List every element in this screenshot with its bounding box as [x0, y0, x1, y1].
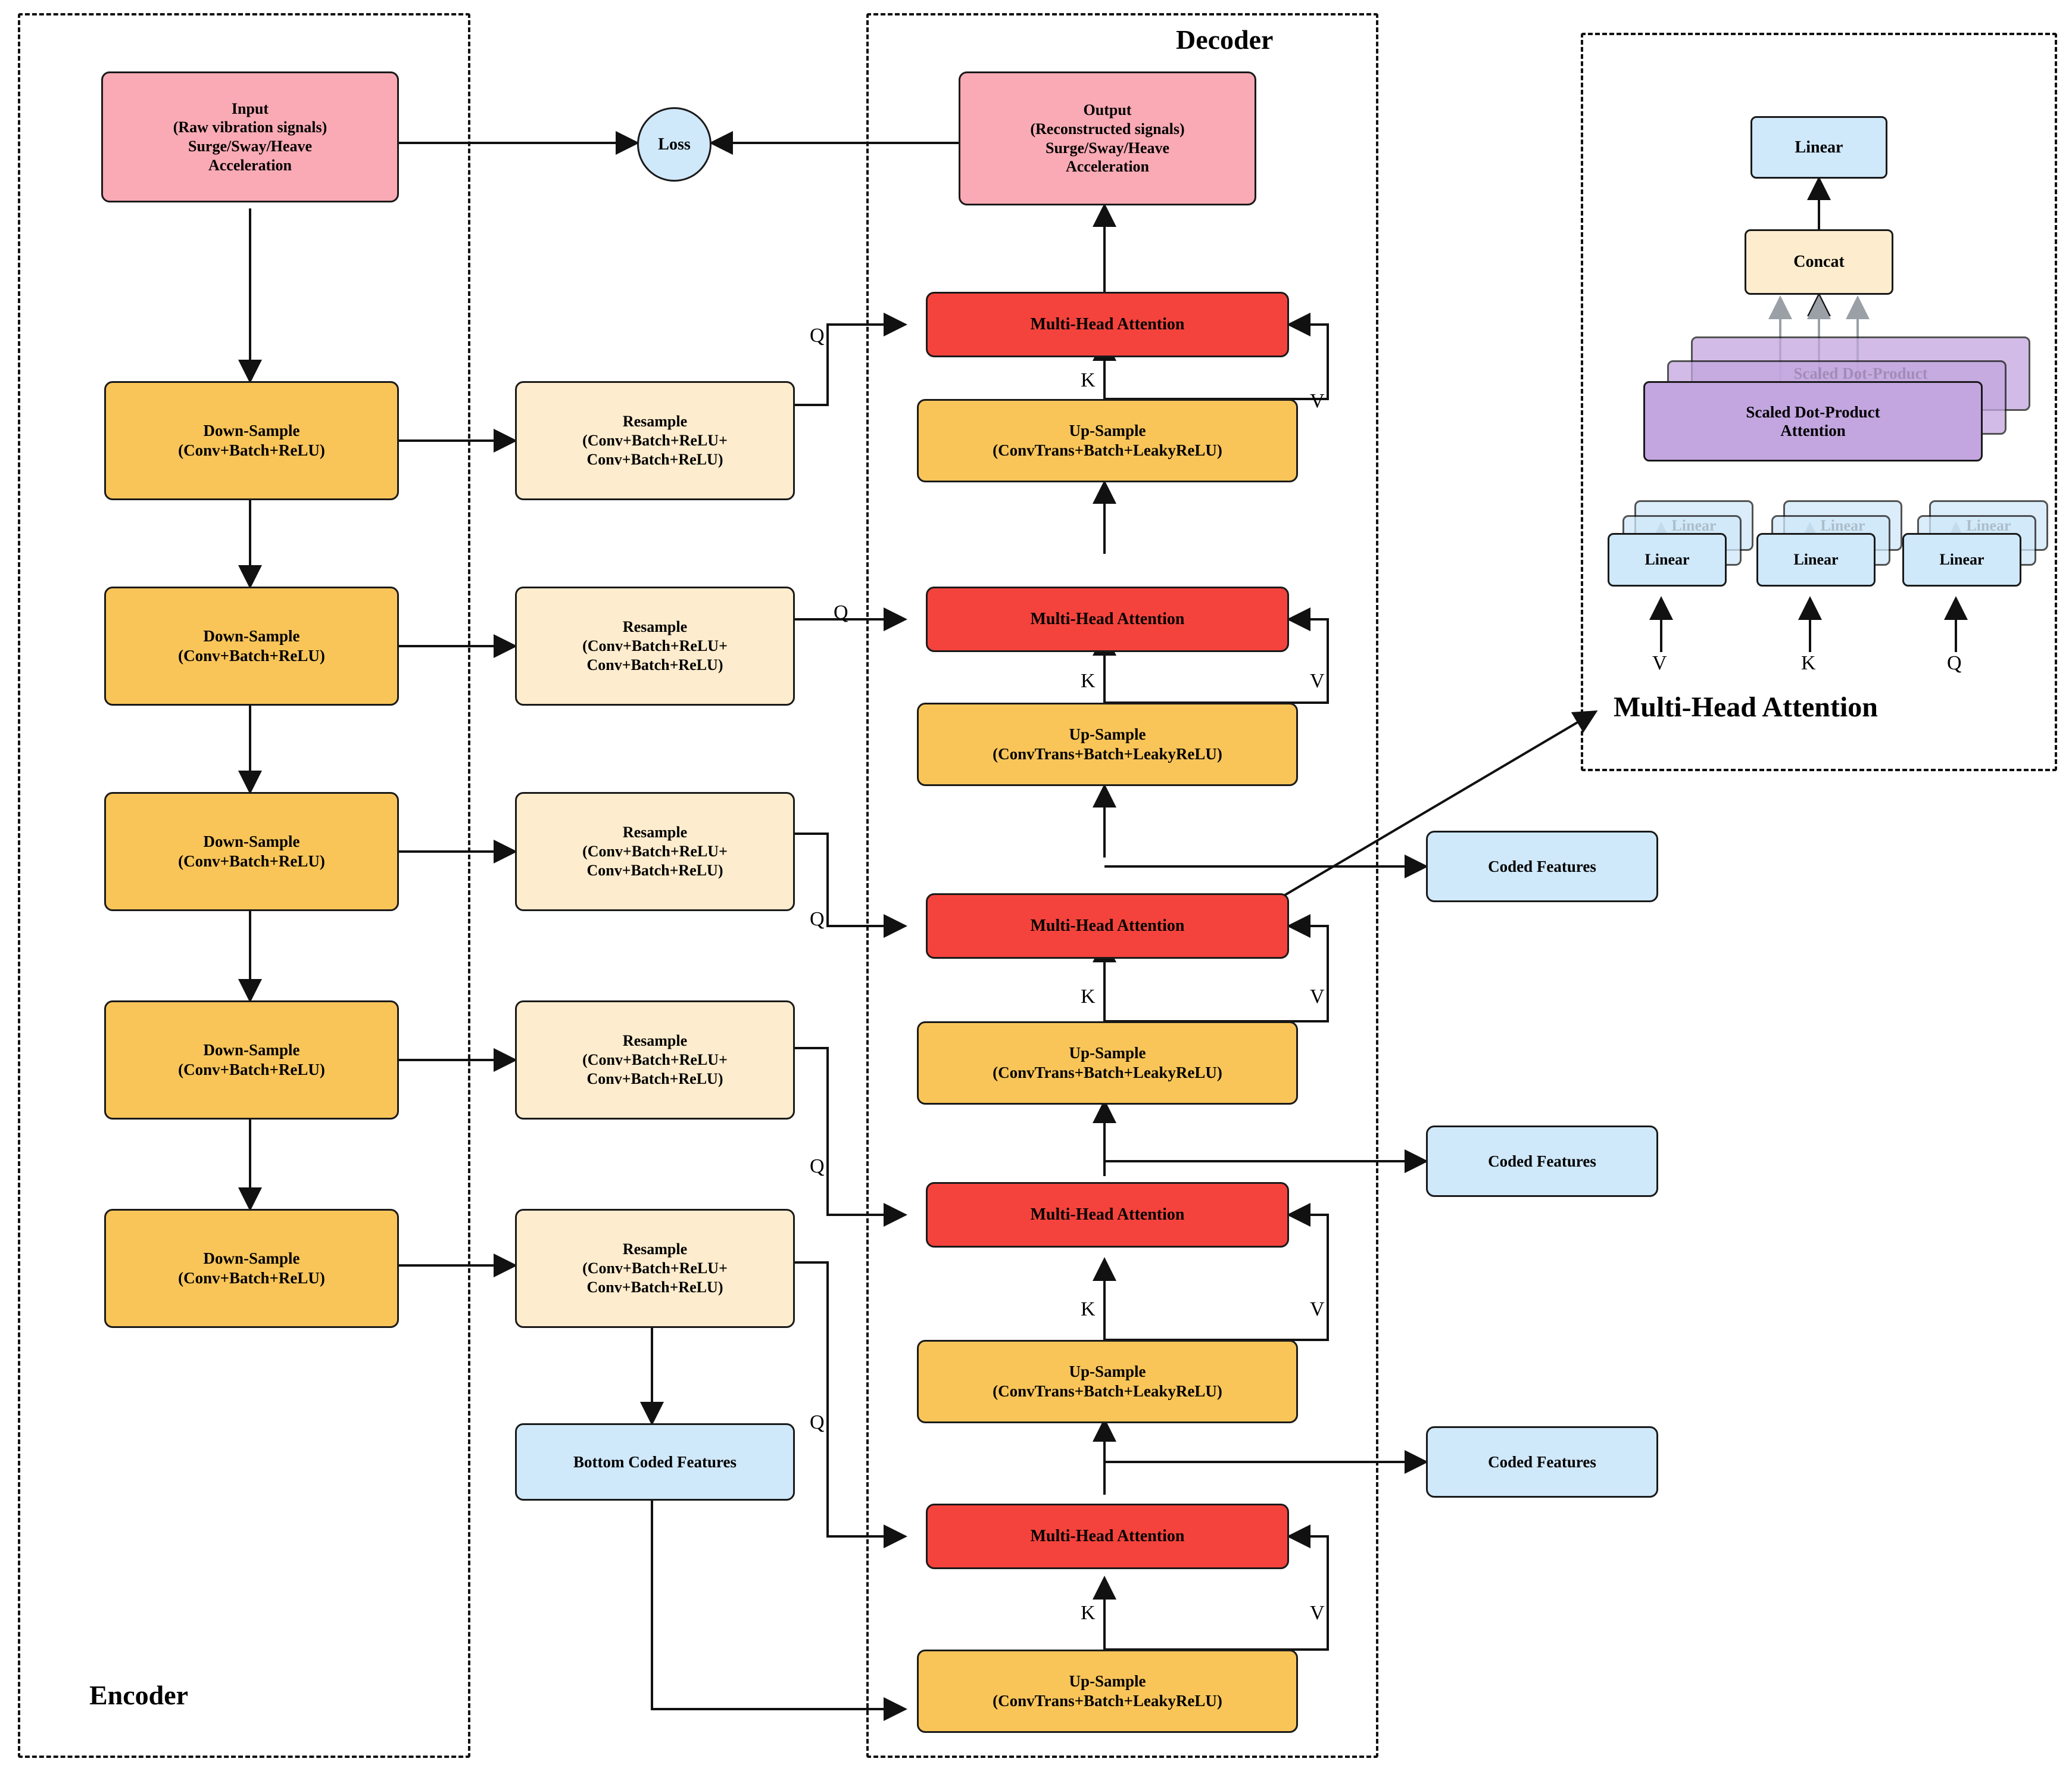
decoder-output-line2: (Reconstructed signals): [1030, 120, 1185, 138]
up-sample-1: [917, 399, 1298, 482]
bottom-coded-features-label: Bottom Coded Features: [573, 1452, 737, 1471]
resample-1-line2: (Conv+Batch+ReLU+: [582, 432, 728, 450]
resample-5-line3: Conv+Batch+ReLU): [586, 1278, 723, 1296]
mha-input-q-label: Q: [1947, 652, 1962, 674]
v-label-5: V: [1310, 1602, 1325, 1624]
up-sample-3-line2: (ConvTrans+Batch+LeakyReLU): [993, 1064, 1222, 1081]
resample-4-line3: Conv+Batch+ReLU): [586, 1070, 723, 1087]
multi-head-attention-1-label: Multi-Head Attention: [1030, 314, 1185, 333]
mha-linear-k: [1756, 533, 1876, 587]
q-label-5: Q: [810, 1411, 825, 1433]
resample-3-line1: Resample: [622, 824, 688, 841]
multi-head-attention-4-label: Multi-Head Attention: [1030, 1205, 1185, 1224]
mha-linear-v-label: Linear: [1645, 551, 1690, 568]
mha-linear-top-label: Linear: [1795, 138, 1843, 157]
multi-head-attention-5-label: Multi-Head Attention: [1030, 1526, 1185, 1545]
up-sample-5-line1: Up-Sample: [1069, 1672, 1146, 1691]
up-sample-4-line1: Up-Sample: [1069, 1363, 1146, 1381]
multi-head-attention-2: [926, 587, 1289, 652]
up-sample-2: [917, 703, 1298, 786]
resample-1: [515, 381, 795, 500]
encoder-input-line3: Surge/Sway/Heave: [188, 138, 312, 155]
loss-node: [637, 107, 712, 182]
down-sample-2-line1: Down-Sample: [203, 627, 300, 646]
encoder-input-line1: Input: [231, 99, 269, 117]
q-label-2: Q: [834, 601, 848, 623]
mha-sdpa-line2: Attention: [1780, 421, 1846, 439]
multi-head-attention-4: [926, 1182, 1289, 1248]
q-label-4: Q: [810, 1155, 825, 1177]
decoder-panel: [866, 13, 1378, 1758]
down-sample-1-line2: (Conv+Batch+ReLU): [178, 441, 325, 459]
mha-concat: [1745, 229, 1893, 295]
decoder-label: Decoder: [1176, 24, 1274, 55]
down-sample-5-line1: Down-Sample: [203, 1249, 300, 1268]
down-sample-3-line1: Down-Sample: [203, 833, 300, 851]
multi-head-attention-2-label: Multi-Head Attention: [1030, 609, 1185, 628]
coded-features-3: [1426, 1426, 1658, 1498]
mha-sdpa-line1: Scaled Dot-Product: [1746, 403, 1880, 421]
mha-input-v-label: V: [1652, 652, 1667, 674]
coded-features-2-label: Coded Features: [1488, 1152, 1596, 1170]
encoder-label: Encoder: [89, 1680, 189, 1710]
loss-label: Loss: [658, 135, 691, 154]
down-sample-4-line1: Down-Sample: [203, 1041, 300, 1059]
down-sample-2: [104, 587, 399, 706]
up-sample-4-line2: (ConvTrans+Batch+LeakyReLU): [993, 1382, 1222, 1400]
resample-1-line1: Resample: [622, 413, 688, 431]
encoder-input-line4: Acceleration: [208, 156, 292, 174]
resample-2-line2: (Conv+Batch+ReLU+: [582, 637, 728, 655]
resample-3-line3: Conv+Batch+ReLU): [586, 861, 723, 879]
multi-head-attention-5: [926, 1504, 1289, 1569]
down-sample-5-line2: (Conv+Batch+ReLU): [178, 1269, 325, 1287]
resample-2-line1: Resample: [622, 618, 688, 636]
down-sample-1: [104, 381, 399, 500]
up-sample-1-line2: (ConvTrans+Batch+LeakyReLU): [993, 441, 1222, 459]
mha-linear-q-label: Linear: [1939, 551, 1984, 568]
down-sample-5: [104, 1209, 399, 1328]
up-sample-5: [917, 1650, 1298, 1733]
k-label-1: K: [1081, 369, 1096, 391]
down-sample-3: [104, 792, 399, 911]
up-sample-1-line1: Up-Sample: [1069, 422, 1146, 440]
coded-features-3-label: Coded Features: [1488, 1452, 1596, 1471]
decoder-output-block: [959, 71, 1256, 205]
up-sample-2-line2: (ConvTrans+Batch+LeakyReLU): [993, 745, 1222, 763]
decoder-output-line4: Acceleration: [1065, 158, 1150, 176]
mha-detail-title: Multi-Head Attention: [1614, 691, 1878, 723]
down-sample-1-line1: Down-Sample: [203, 422, 300, 440]
coded-features-1-label: Coded Features: [1488, 857, 1596, 875]
down-sample-4-line2: (Conv+Batch+ReLU): [178, 1061, 325, 1078]
resample-2-line3: Conv+Batch+ReLU): [586, 656, 723, 674]
up-sample-5-line2: (ConvTrans+Batch+LeakyReLU): [993, 1692, 1222, 1710]
resample-3: [515, 792, 795, 911]
mha-linear-q: [1902, 533, 2021, 587]
down-sample-2-line2: (Conv+Batch+ReLU): [178, 647, 325, 665]
up-sample-2-line1: Up-Sample: [1069, 725, 1146, 744]
q-label-3: Q: [810, 908, 825, 930]
mha-linear-top: [1750, 116, 1887, 179]
multi-head-attention-1: [926, 292, 1289, 357]
resample-5-line1: Resample: [622, 1240, 688, 1258]
bottom-coded-features: [515, 1423, 795, 1501]
k-label-3: K: [1081, 986, 1096, 1008]
resample-4-line1: Resample: [622, 1032, 688, 1050]
q-label-1: Q: [810, 325, 825, 347]
coded-features-1: [1426, 831, 1658, 902]
resample-3-line2: (Conv+Batch+ReLU+: [582, 843, 728, 861]
down-sample-3-line2: (Conv+Batch+ReLU): [178, 852, 325, 870]
k-label-5: K: [1081, 1602, 1096, 1624]
up-sample-4: [917, 1340, 1298, 1423]
up-sample-3-line1: Up-Sample: [1069, 1044, 1146, 1062]
coded-features-2: [1426, 1125, 1658, 1197]
up-sample-3: [917, 1021, 1298, 1105]
k-label-2: K: [1081, 670, 1096, 692]
encoder-input-line2: (Raw vibration signals): [173, 119, 327, 136]
v-label-3: V: [1310, 986, 1325, 1008]
resample-2: [515, 587, 795, 706]
mha-linear-v: [1608, 533, 1727, 587]
resample-5-line2: (Conv+Batch+ReLU+: [582, 1259, 728, 1277]
multi-head-attention-3: [926, 893, 1289, 959]
down-sample-4: [104, 1000, 399, 1120]
decoder-output-line3: Surge/Sway/Heave: [1046, 139, 1169, 157]
v-label-1: V: [1310, 390, 1325, 412]
multi-head-attention-3-label: Multi-Head Attention: [1030, 916, 1185, 935]
resample-4-line2: (Conv+Batch+ReLU+: [582, 1051, 728, 1069]
mha-linear-k-label: Linear: [1793, 551, 1839, 568]
k-label-4: K: [1081, 1298, 1096, 1320]
encoder-input-block: [101, 71, 399, 202]
resample-1-line3: Conv+Batch+ReLU): [586, 450, 723, 468]
v-label-2: V: [1310, 670, 1325, 692]
mha-input-k-label: K: [1801, 652, 1816, 674]
resample-5: [515, 1209, 795, 1328]
v-label-4: V: [1310, 1298, 1325, 1320]
mha-sdpa: [1643, 381, 1983, 462]
decoder-output-line1: Output: [1083, 101, 1132, 119]
resample-4: [515, 1000, 795, 1120]
mha-concat-label: Concat: [1793, 252, 1845, 271]
